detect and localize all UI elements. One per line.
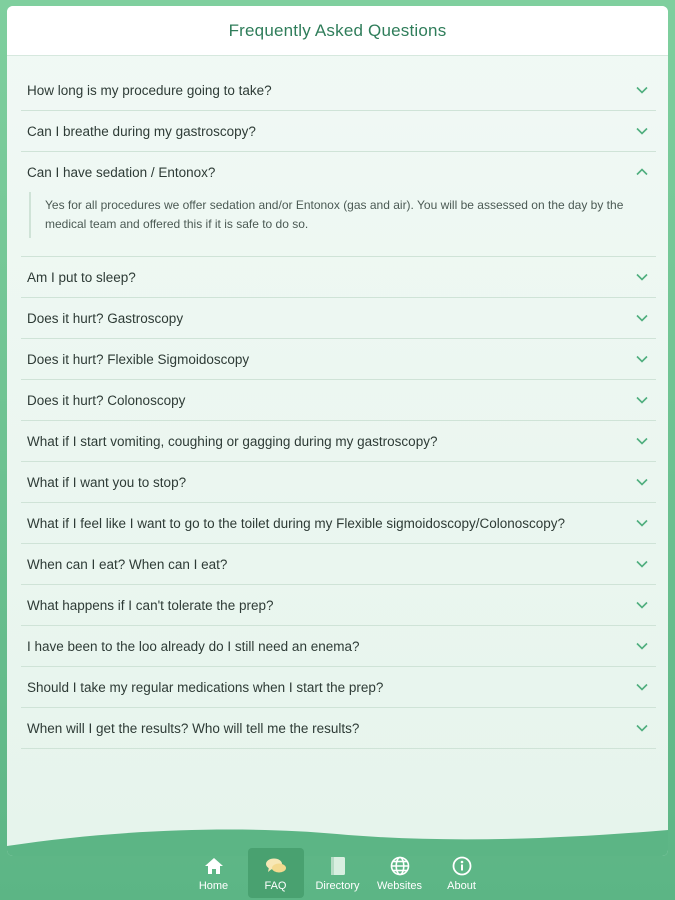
chevron-down-icon[interactable] — [636, 435, 648, 447]
faq-answer — [29, 192, 648, 238]
faq-question-row[interactable] — [21, 380, 656, 420]
faq-answer-text: Yes for all procedures we offer sedation and/or Entonox (gas and air). You will be assessed on the day by the medical team and offered this if it is safe to do so. — [45, 198, 624, 231]
faq-item — [21, 111, 656, 152]
chevron-down-icon[interactable] — [636, 353, 648, 365]
globe-icon — [389, 855, 411, 877]
header — [7, 6, 668, 56]
faq-question-row[interactable] — [21, 503, 656, 543]
faq-question-text: Can I breathe during my gastroscopy? — [27, 123, 256, 139]
faq-item — [21, 503, 656, 544]
tab-faq[interactable] — [248, 848, 304, 898]
faq-question-text: Am I put to sleep? — [27, 269, 136, 285]
faq-item — [21, 152, 656, 257]
chevron-down-icon[interactable] — [636, 476, 648, 488]
faq-question-text: Does it hurt? Colonoscopy — [27, 392, 186, 408]
faq-question-row[interactable] — [21, 339, 656, 379]
faq-question-text: What if I feel like I want to go to the toilet during my Flexible sigmoidoscopy/Colonoscopy? — [27, 515, 566, 531]
faq-question-text: Does it hurt? Flexible Sigmoidoscopy — [27, 351, 250, 367]
faq-question-text: What happens if I can't tolerate the prep? — [27, 597, 274, 613]
faq-item — [21, 70, 656, 111]
faq-item — [21, 667, 656, 708]
faq-item — [21, 339, 656, 380]
faq-item — [21, 462, 656, 503]
faq-list — [21, 70, 656, 749]
faq-item — [21, 421, 656, 462]
tab-websites[interactable] — [372, 848, 428, 898]
faq-question-row[interactable] — [21, 708, 656, 748]
faq-item — [21, 708, 656, 749]
home-icon — [203, 855, 225, 877]
chevron-up-icon[interactable] — [636, 166, 648, 178]
faq-item — [21, 380, 656, 421]
faq-question-row[interactable] — [21, 298, 656, 338]
tab-label: Directory — [315, 879, 360, 892]
faq-question-row[interactable] — [21, 585, 656, 625]
faq-question-text: Should I take my regular medications when I start the prep? — [27, 679, 384, 695]
tab-home[interactable] — [186, 848, 242, 898]
faq-question-row[interactable] — [21, 257, 656, 297]
chevron-down-icon[interactable] — [636, 599, 648, 611]
faq-question-text: How long is my procedure going to take? — [27, 82, 272, 98]
tab-label: FAQ — [264, 879, 287, 892]
faq-question-text: When will I get the results? Who will tell me the results? — [27, 720, 360, 736]
chat-bubbles-icon — [265, 855, 287, 877]
faq-question-row[interactable] — [21, 421, 656, 461]
faq-question-row[interactable] — [21, 462, 656, 502]
faq-question-row[interactable] — [21, 667, 656, 707]
book-icon — [327, 855, 349, 877]
faq-question-row[interactable] — [21, 544, 656, 584]
chevron-down-icon[interactable] — [636, 125, 648, 137]
chevron-down-icon[interactable] — [636, 394, 648, 406]
faq-question-row[interactable] — [21, 111, 656, 151]
faq-item — [21, 544, 656, 585]
chevron-down-icon[interactable] — [636, 558, 648, 570]
chevron-down-icon[interactable] — [636, 517, 648, 529]
tab-about[interactable] — [434, 848, 490, 898]
faq-question-row[interactable] — [21, 70, 656, 110]
faq-item — [21, 298, 656, 339]
bottom-tab-bar — [0, 846, 675, 900]
faq-item — [21, 626, 656, 667]
faq-question-text: When can I eat? When can I eat? — [27, 556, 228, 572]
faq-question-text: Does it hurt? Gastroscopy — [27, 310, 184, 326]
tab-label: Home — [198, 879, 229, 892]
chevron-down-icon[interactable] — [636, 640, 648, 652]
faq-question-row[interactable] — [21, 152, 656, 192]
info-icon — [451, 855, 473, 877]
tab-label: Websites — [376, 879, 423, 892]
faq-item — [21, 257, 656, 298]
chevron-down-icon[interactable] — [636, 312, 648, 324]
chevron-down-icon[interactable] — [636, 84, 648, 96]
faq-question-text: What if I start vomiting, coughing or gagging during my gastroscopy? — [27, 433, 438, 449]
faq-question-text: Can I have sedation / Entonox? — [27, 164, 216, 180]
faq-item — [21, 585, 656, 626]
tab-directory[interactable] — [310, 848, 366, 898]
tab-label: About — [447, 879, 476, 892]
chevron-down-icon[interactable] — [636, 681, 648, 693]
page-title: Frequently Asked Questions — [228, 20, 447, 40]
chevron-down-icon[interactable] — [636, 271, 648, 283]
faq-question-text: I have been to the loo already do I still need an enema? — [27, 638, 360, 654]
faq-question-text: What if I want you to stop? — [27, 474, 187, 490]
faq-question-row[interactable] — [21, 626, 656, 666]
chevron-down-icon[interactable] — [636, 722, 648, 734]
app-frame — [7, 6, 668, 856]
